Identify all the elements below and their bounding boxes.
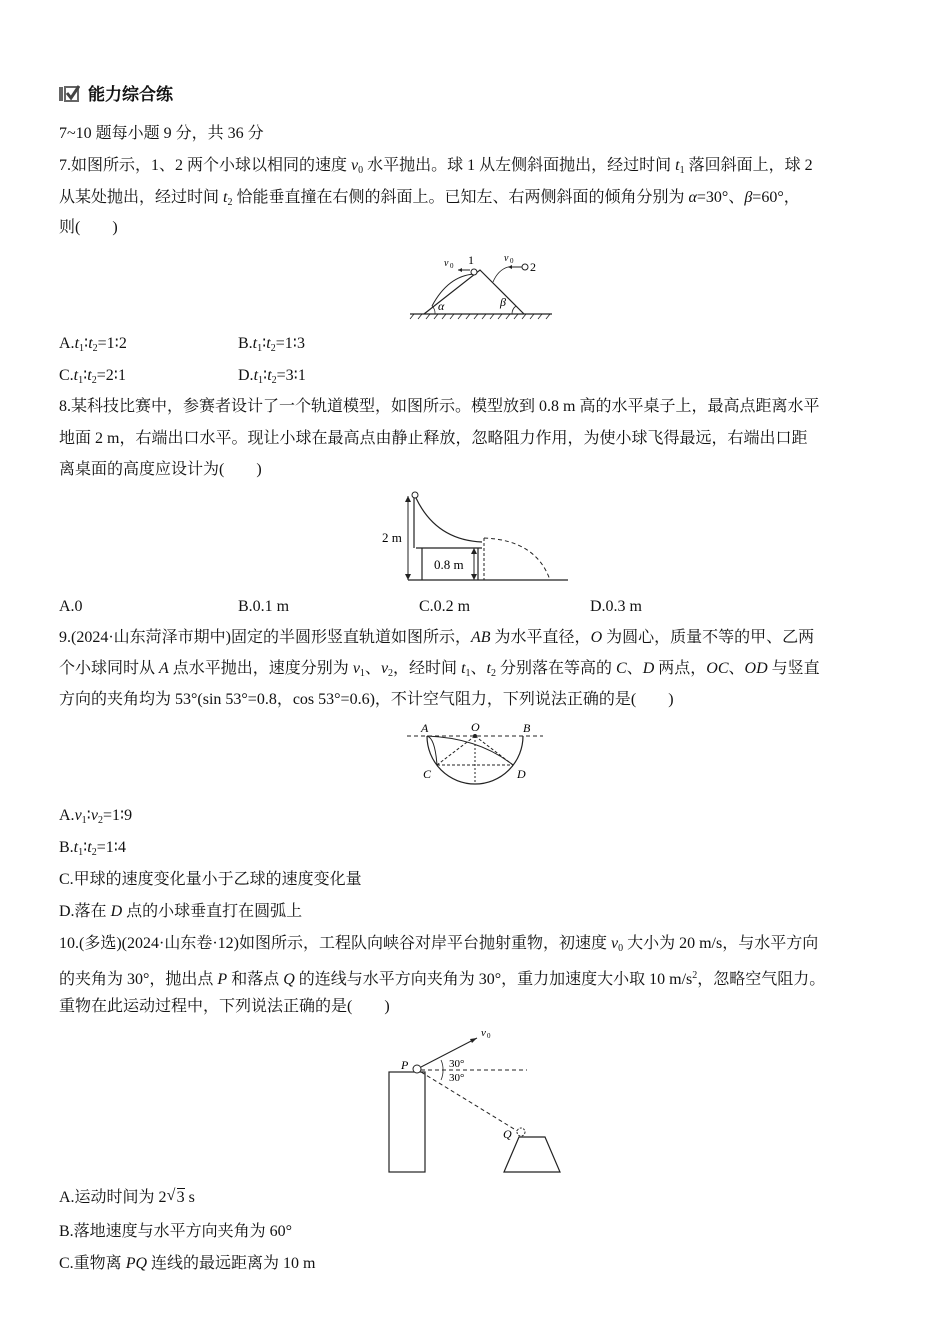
q7-fig-v0sub: 0: [450, 262, 454, 270]
q7-line3: 则( ): [59, 219, 118, 236]
q10-fig-angle1: 30°: [449, 1058, 465, 1070]
q8-line2: 地面 2 m，右端出口水平。现让小球在最高点由静止释放，忽略阻力作用，为使小球飞得最远，右端出口距: [59, 430, 808, 447]
q7-option-d[interactable]: $D.t_1∶t_2=3∶1$: [238, 367, 306, 386]
q9-fig-O: O: [471, 720, 480, 734]
q7-line1: 7.如图所示，1、2 两个小球以相同的速度 $v_0$ 水平抛出。球 1 从左侧斜面抛出，经过时间 $t_1$ 落回斜面上，球 2: [59, 157, 813, 176]
q7-fig-ball2: 2: [530, 260, 536, 274]
q9-line2: 个小球同时从 A 点水平抛出，速度分别为 $v_1$、$v_2$，经时间 $t_1$、$t_2$ 分别落在等高的 C、D 两点，OC、OD 与竖直: [59, 660, 820, 679]
q8-option-c[interactable]: C.0.2 m: [419, 598, 471, 615]
q10-line1: 10.(多选)(2024·山东卷·12)如图所示，工程队向峡谷对岸平台抛射重物，初速度 $v_0$ 大小为 20 m/s，与水平方向: [59, 935, 819, 954]
q8-line3: 离桌面的高度应设计为( ): [59, 461, 262, 478]
q8-figure: [378, 488, 570, 586]
q8-option-a[interactable]: A.0: [59, 598, 83, 615]
q10-line3: 重物在此运动过程中，下列说法正确的是( ): [59, 998, 390, 1015]
q7-option-b[interactable]: $B.t_1∶t_2=1∶3$: [238, 335, 305, 354]
q7-option-c[interactable]: $C.t_1∶t_2=2∶1$: [59, 367, 126, 386]
q9-option-d[interactable]: D.落在 D 点的小球垂直打在圆弧上: [59, 903, 303, 920]
q7-fig-v0subb: 0: [510, 257, 514, 265]
q10-option-b[interactable]: B.落地速度与水平方向夹角为 60°: [59, 1223, 293, 1240]
q8-option-d[interactable]: D.0.3 m: [590, 598, 642, 615]
q7-option-a[interactable]: $A.t_1∶t_2=1∶2$: [59, 335, 127, 354]
section-title: 能力综合练: [88, 85, 173, 105]
q9-fig-A: A: [421, 721, 429, 735]
q9-fig-D: D: [517, 767, 526, 781]
q9-line1: 9.(2024·山东菏泽市期中)固定的半圆形竖直轨道如图所示，AB 为水平直径，O 为圆心，质量不等的甲、乙两: [59, 629, 815, 646]
q10-line2: 的夹角为 30°，抛出点 P 和落点 Q 的连线与水平方向夹角为 30°，重力加速度大小取 10 $m/s^2$，忽略空气阻力。: [59, 970, 826, 988]
q10-fig-Q: Q: [503, 1127, 512, 1141]
q8-line1: 8.某科技比赛中，参赛者设计了一个轨道模型，如图所示。模型放到 0.8 m 高的水平桌子上，最高点距离水平: [59, 398, 820, 415]
q10-figure: [385, 1024, 565, 1176]
q9-fig-C: C: [423, 767, 432, 781]
q8-fig-2m: 2 m: [382, 530, 402, 545]
intro-text: 7~10 题每小题 9 分，共 36 分: [59, 125, 264, 142]
q10-option-a[interactable]: A.运动时间为 2 √ 3 s: [59, 1187, 195, 1206]
q9-option-b[interactable]: $B.t_1∶t_2=1∶4$: [59, 839, 126, 858]
q9-line3: 方向的夹角均为 53°(sin 53°=0.8，cos 53°=0.6)，不计空气阻力，下列说法正确的是( ): [59, 691, 674, 708]
q10-fig-angle2: 30°: [449, 1072, 465, 1084]
q9-fig-B: B: [523, 721, 531, 735]
q9-option-a[interactable]: $A.v_1∶v_2=1∶9$: [59, 807, 133, 826]
q7-fig-alpha: α: [438, 299, 445, 313]
q9-figure: [405, 718, 545, 798]
q7-fig-ball1: 1: [468, 253, 474, 267]
q8-option-b[interactable]: B.0.1 m: [238, 598, 290, 615]
q7-line2: 从某处抛出，经过时间 $t_2$ 恰能垂直撞在右侧的斜面上。已知左、右两侧斜面的倾角分别为 α=30°、β=60°，: [59, 189, 800, 208]
q10-fig-v0sub: 0: [487, 1032, 491, 1040]
q9-option-c[interactable]: C.甲球的速度变化量小于乙球的速度变化量: [59, 871, 362, 888]
q10-fig-P: P: [401, 1058, 409, 1072]
q10-option-c[interactable]: C.重物离 PQ 连线的最远距离为 10 m: [59, 1255, 316, 1272]
q7-fig-v0b: v: [504, 253, 509, 264]
q7-fig-v0: v: [444, 258, 449, 269]
q7-fig-beta: β: [500, 295, 506, 309]
q10-fig-v0: v: [481, 1027, 486, 1039]
q7-figure: [408, 250, 554, 322]
check-box-icon: [58, 84, 80, 102]
section-header: [58, 80, 173, 105]
q8-fig-08m: 0.8 m: [434, 557, 464, 572]
